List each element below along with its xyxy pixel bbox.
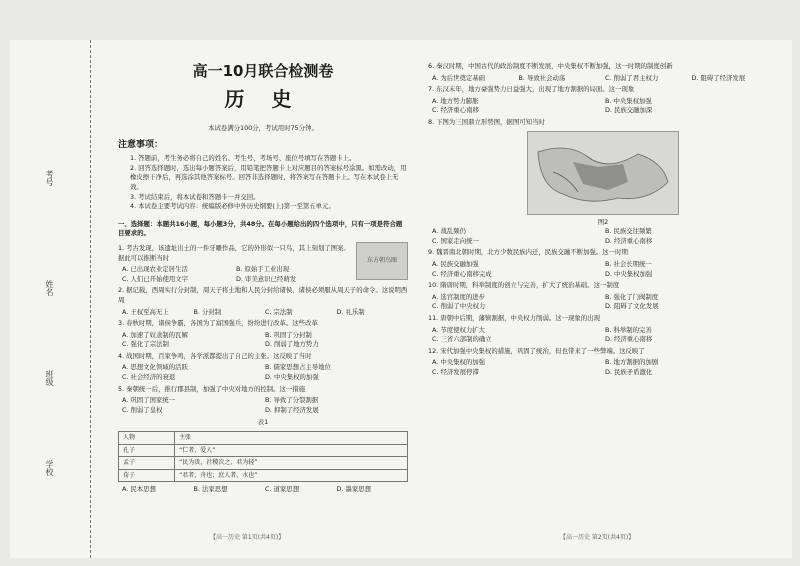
option: D. 抑制了经济发展 — [265, 405, 319, 414]
option: D. 阻碍了经济发展 — [691, 73, 746, 82]
option: C. 经济重心南移完成 — [432, 269, 492, 278]
question-stem: 9. 魏晋南北朝时期，北方少数民族内迁，民族交融不断加强。这一时期 — [428, 248, 628, 257]
binding-label-class: 班级 — [45, 370, 54, 386]
option: B. 强化了门阀制度 — [605, 292, 659, 301]
option: B. 科举制的完善 — [605, 325, 652, 334]
option: B. 巩固了分封制 — [265, 330, 312, 339]
option: A. 战乱频仍 — [432, 227, 466, 236]
artifact-image: 东方朝鸟图 — [356, 242, 408, 280]
question-stem: 4. 战国时期，百家争鸣，各学派都提出了自己的主张。这反映了当时 — [118, 351, 312, 360]
question-stem: 6. 秦汉时期，中国古代的政治制度不断发展，中央集权不断加强，这一时期的制度创新 — [428, 62, 673, 70]
option: B. 儒家思想占主导地位 — [265, 363, 331, 372]
table-row — [119, 469, 408, 482]
table-cell: 荀子 — [119, 469, 175, 482]
map-icon — [528, 132, 678, 214]
option: A. 地方势力膨胀 — [432, 96, 479, 105]
option: C. 三省六部制的确立 — [432, 335, 492, 344]
table-cell: “仁者，爱人” — [175, 444, 408, 457]
option: B. 地方割据的加剧 — [605, 358, 659, 367]
table-caption: 表1 — [257, 418, 269, 427]
right-page — [428, 60, 778, 377]
binding-margin — [18, 40, 91, 558]
option: B. 中央集权加强 — [605, 96, 652, 105]
option: B. 法家思想 — [193, 485, 228, 494]
option: C. 经济发展停滞 — [432, 367, 479, 376]
table-cell: “君者，舟也；庶人者，水也” — [175, 469, 408, 482]
binding-label-name: 姓名 — [45, 280, 54, 296]
option: C. 削弱了皇权 — [122, 405, 163, 414]
footer-left: 【高一历史 第1页(共4页)】 — [210, 534, 285, 541]
question-stem: 7. 东汉末年，地方豪强势力日益强大，出现了地方割据的局面。这一现象 — [428, 85, 635, 94]
option: A. 民本思想 — [122, 485, 156, 494]
table-header: 主张 — [175, 432, 408, 445]
option: D. 阻碍了文化发展 — [605, 302, 659, 311]
option: B. 导致社会动荡 — [518, 73, 566, 82]
option: C. 道家思想 — [265, 485, 300, 494]
option: C. 国家走向统一 — [432, 236, 479, 245]
option: D. 中央集权的加强 — [265, 373, 319, 382]
option: A. 思想文化领域的活跃 — [122, 363, 188, 372]
option: A. 节度使权力扩大 — [432, 325, 486, 334]
notice-item: 4. 本试卷主要考试内容：统编版必修中外历史纲要(上)第一至第五单元。 — [130, 202, 335, 211]
option: A. 民族交融加强 — [432, 259, 479, 268]
option: B. 分封制 — [193, 307, 222, 316]
option: D. 中央集权加强 — [605, 269, 653, 278]
table-header: 人物 — [119, 432, 175, 445]
question-stem: 10. 隋唐时期，科举制度的创立与完善，扩大了统治基础。这一制度 — [428, 281, 620, 290]
notice-item: 1. 答题前，考生务必将自己的姓名、考生号、考场号、座位号填写在答题卡上。 — [130, 154, 356, 163]
table-cell: “民为贵，社稷次之，君为轻” — [175, 457, 408, 470]
table-row — [119, 444, 408, 457]
table-cell: 孟子 — [119, 457, 175, 470]
thought-table — [118, 431, 408, 482]
option: C. 削弱了君主权力 — [605, 73, 659, 82]
question-stem: 11. 唐朝中后期，藩镇割据，中央权力削弱。这一现象的出现 — [428, 313, 600, 322]
option: A. 已出现农业定居生活 — [122, 265, 188, 274]
option: D. 礼乐制 — [336, 307, 365, 316]
figure-caption: 图2 — [597, 217, 609, 226]
option: A. 选官制度的进步 — [432, 292, 486, 301]
notice-item: 2. 回答选择题时，选出每小题答案后，用铅笔把答题卡上对应题目的答案标号涂黑。如需改动，用橡皮擦干净后，再选涂其他答案标号。回答非选择题时，将答案写在答题卡上。写在本试卷上无效。 — [130, 163, 407, 191]
table-row — [119, 457, 408, 470]
option: C. 削弱了中央权力 — [432, 302, 486, 311]
option: C. 社会经济的衰退 — [122, 373, 176, 382]
footer-right: 【高一历史 第2页(共4页)】 — [560, 534, 635, 541]
question-options — [428, 227, 778, 246]
question-options — [118, 308, 408, 318]
question-stem: 3. 春秋时期，诸侯争霸，各国为了富国强兵，纷纷进行改革。这些改革 — [118, 319, 318, 328]
notice-title: 注意事项： — [118, 139, 164, 150]
option: C. 经济重心南移 — [432, 106, 479, 115]
option: B. 导致了分裂割据 — [265, 396, 319, 405]
option: C. 人们已开始使用文字 — [122, 274, 189, 283]
exam-meta: 本试卷满分100分，考试用时75分钟。 — [208, 124, 318, 132]
exam-title: 高一10月联合检测卷 — [192, 62, 334, 80]
question-options — [118, 485, 408, 495]
option: D. 审美意识已经萌发 — [236, 274, 297, 283]
option: D. 经济重心南移 — [605, 335, 653, 344]
option: B. 社会长期统一 — [605, 259, 652, 268]
table-cell: 孔子 — [119, 444, 175, 457]
option: D. 墨家思想 — [336, 485, 372, 494]
question-options — [428, 358, 778, 377]
notice-item: 3. 考试结束后，将本试卷和答题卡一并交回。 — [130, 192, 260, 201]
left-page — [118, 60, 408, 495]
option: C. 强化了宗法制 — [122, 340, 169, 349]
question-stem: 12. 宋代加强中央集权的措施，巩固了统治，但也带来了一些弊端。这反映了 — [428, 346, 645, 355]
option: B. 原始手工业出现 — [236, 265, 290, 274]
question-options — [118, 331, 408, 350]
question-stem: 1. 考古发现，该遗址出土的一件牙雕作品，它的外形似一只鸟，其上刻划了图案。据此可以推断当时 — [118, 243, 350, 262]
option: B. 民族交往频繁 — [605, 227, 652, 236]
option: A. 中央集权的加强 — [432, 358, 486, 367]
option: D. 民族交融加深 — [605, 106, 653, 115]
notice-block — [118, 141, 408, 212]
option: D. 民族矛盾激化 — [605, 367, 653, 376]
exam-subject: 历 史 — [224, 87, 302, 111]
option: A. 加速了奴隶制的瓦解 — [122, 330, 188, 339]
question-stem: 5. 秦朝统一后，推行郡县制，加强了中央对地方的控制。这一措施 — [118, 384, 306, 393]
table-header-row — [119, 432, 408, 445]
option: D. 经济重心南移 — [605, 236, 653, 245]
question-stem: 2. 据记载，西周实行分封制，周天子将土地和人民分封给诸侯，诸侯必须服从周天子的命令。这说明西周 — [118, 286, 408, 304]
section-heading: 一、选择题：本题共16小题，每小题3分，共48分。在每小题给出的四个选项中，只有一项是符合题目要求的。 — [118, 219, 403, 238]
question-options — [428, 97, 778, 116]
question-with-figure — [118, 242, 408, 284]
question-options — [428, 260, 778, 279]
question-options — [118, 363, 408, 382]
question-options — [118, 396, 408, 415]
binding-label-exam-number: 考号 — [45, 170, 54, 186]
question-options — [428, 326, 778, 345]
question-options — [428, 74, 778, 84]
map-image — [527, 131, 679, 215]
question-options — [428, 293, 778, 312]
question-stem: 8. 下图为三国鼎立形势图，据图可知当时 — [428, 117, 545, 126]
option: D. 削弱了地方势力 — [265, 340, 319, 349]
option: A. 巩固了国家统一 — [122, 396, 176, 405]
question-options — [118, 265, 350, 284]
option: A. 王权至高无上 — [122, 307, 169, 316]
option: C. 宗法制 — [265, 307, 293, 316]
option: A. 为后世奠定基础 — [432, 73, 486, 82]
binding-label-school: 学校 — [45, 460, 54, 476]
